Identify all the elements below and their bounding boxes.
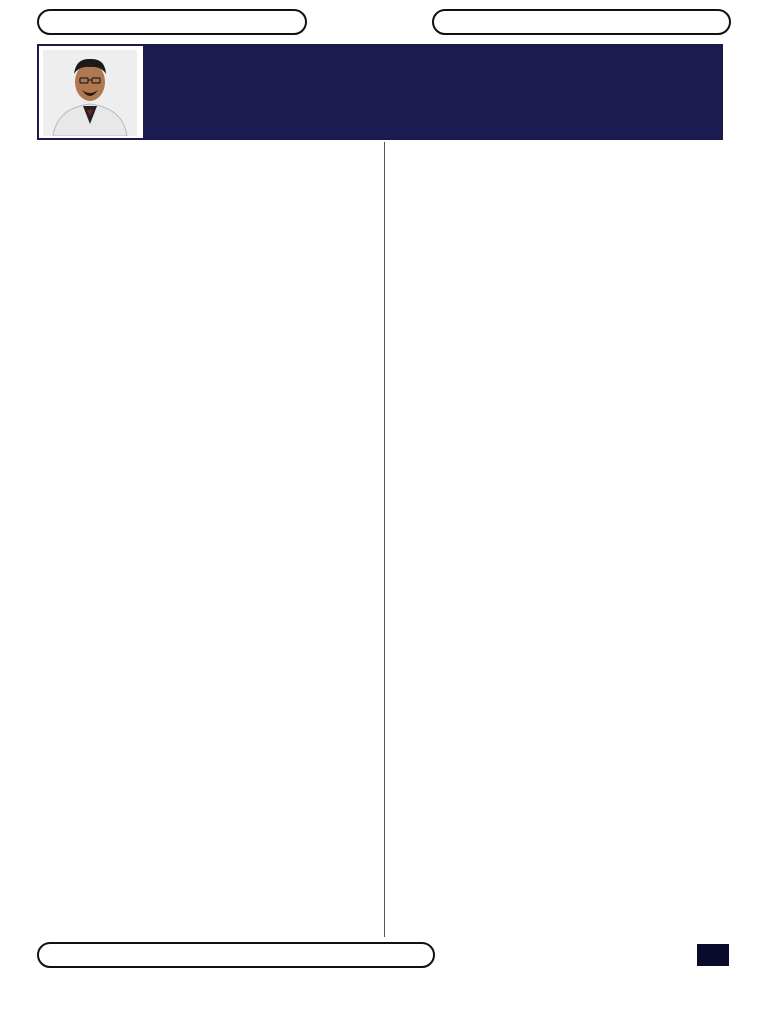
banner-background [143,46,721,138]
footer-pill [37,942,435,968]
column-divider [384,142,385,937]
author-photo [43,50,137,136]
page-number [697,944,729,966]
telegram-channel-pill [37,9,307,35]
youtube-channel-pill [432,9,731,35]
title-banner [37,44,723,140]
